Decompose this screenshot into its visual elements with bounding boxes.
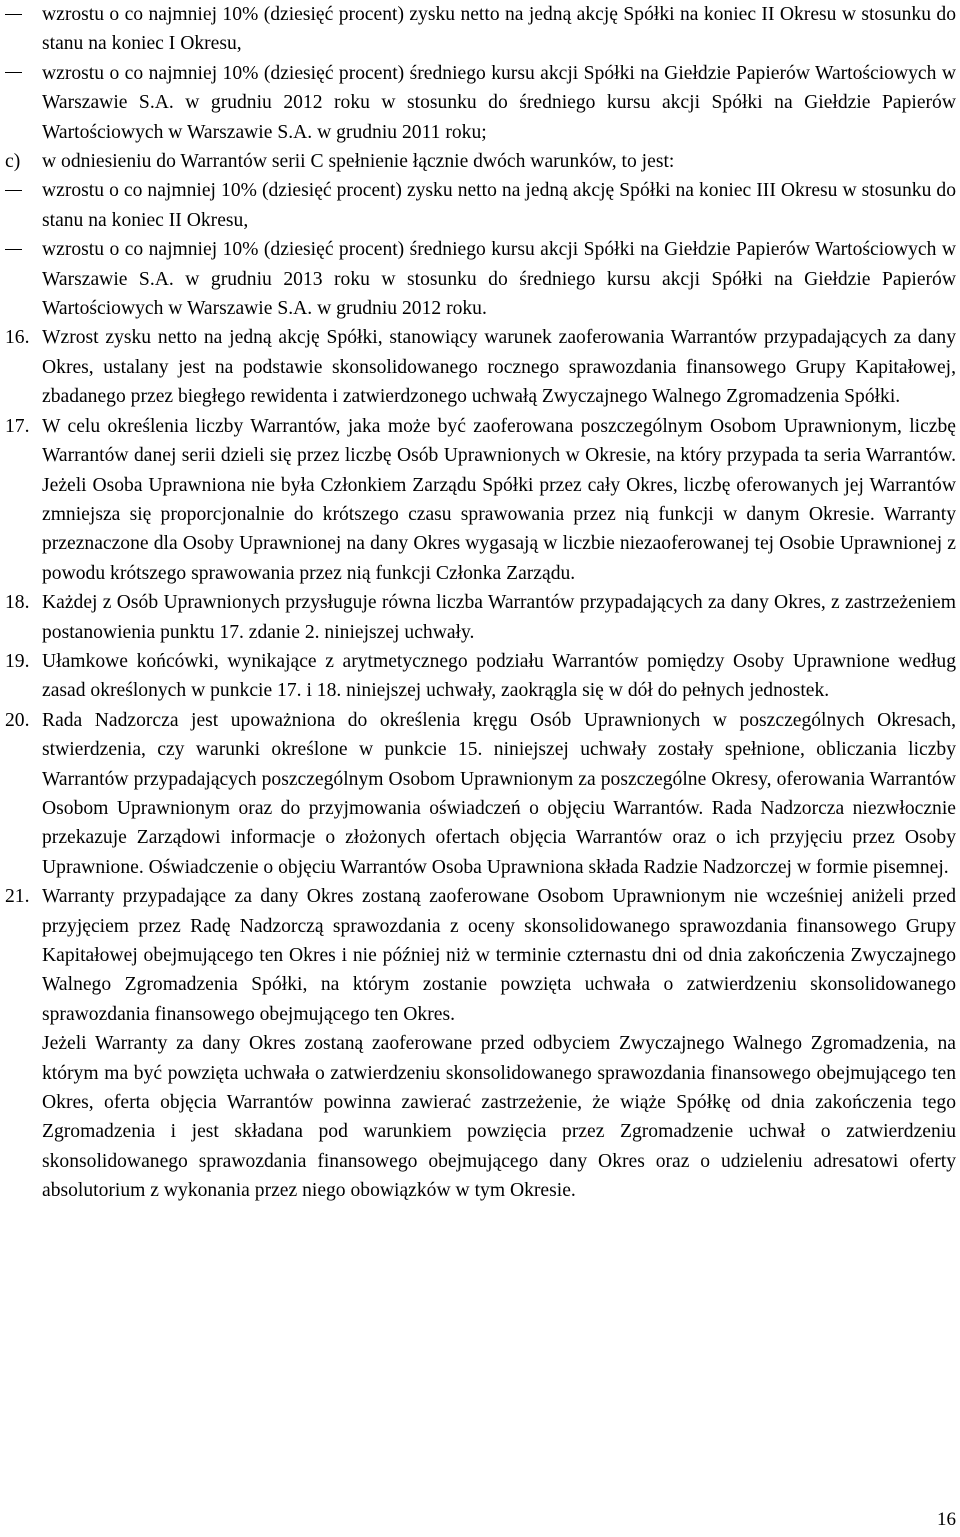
numbered-paragraph-20	[5, 706, 956, 882]
paragraph-text: Warranty przypadające za dany Okres zostaną zaoferowane Osobom Uprawnionym nie wcześniej aniżeli przed przyjęciem przez Radę Nadzorczą sprawozdania z oceny skonsolidowanego sprawozdania finansowego Grupy Kapitałowej obejmującego ten Okres i nie później niż w terminie czternastu dni od dnia zakończenia Zwyczajnego Walnego Zgromadzenia Spółki, na którym zostanie powzięta uchwała o zatwierdzeniu skonsolidowanego sprawozdania finansowego obejmującego ten Okres.	[42, 886, 956, 1025]
paragraph-number: 17.	[5, 415, 30, 437]
numbered-paragraph-18	[5, 588, 956, 647]
dash-bullet	[5, 176, 42, 205]
document-body	[5, 0, 956, 1206]
dash-glyph	[5, 72, 22, 73]
paragraph-text: Rada Nadzorcza jest upoważniona do określenia kręgu Osób Uprawnionych w poszczególnych Okresach, stwierdzenia, czy warunki określone w punkcie 15. niniejszej uchwały zostały spełnione, obliczania liczby Warrantów przypadających poszczególnym Osobom Uprawnionym za poszczególne Okresy, oferowania Warrantów Osobom Uprawnionym oraz do przyjmowania oświadczeń o objęciu Warrantów. Rada Nadzorcza niezwłocznie przekazuje Zarządowi informacje o złożonych ofertach objęcia Warrantów oraz o ich przyjęciu przez Osoby Uprawnione. Oświadczenie o objęciu Warrantów Osoba Uprawniona składa Radzie Nadzorczej w formie pisemnej.	[42, 709, 956, 878]
dash-list-item	[5, 59, 956, 147]
paragraph-text: Każdej z Osób Uprawnionych przysługuje równa liczba Warrantów przypadających za dany Okres, z zastrzeżeniem postanowienia punktu 17. zdanie 2. niniejszej uchwały.	[42, 592, 956, 643]
paragraph-number: 20.	[5, 709, 30, 731]
list-item-text: wzrostu o co najmniej 10% (dziesięć procent) zysku netto na jedną akcję Spółki na koniec II Okresu w stosunku do stanu na koniec I Okresu,	[42, 4, 956, 55]
numbered-paragraph-17	[5, 412, 956, 588]
dash-bullet	[5, 59, 42, 88]
paragraph-number: 16.	[5, 327, 30, 349]
dash-bullet	[5, 0, 42, 29]
list-item-text: wzrostu o co najmniej 10% (dziesięć procent) średniego kursu akcji Spółki na Giełdzie Papierów Wartościowych w Warszawie S.A. w grudniu 2013 roku w stosunku do średniego kursu akcji Spółki na Giełdzie Papierów Wartościowych w Warszawie S.A. w grudniu 2012 roku.	[42, 239, 956, 320]
dash-bullet	[5, 235, 42, 264]
numbered-paragraph-19	[5, 647, 956, 706]
continuation-paragraph: Jeżeli Warranty za dany Okres zostaną zaoferowane przed odbyciem Zwyczajnego Walnego Zgromadzenia, na którym ma być powzięta uchwała o zatwierdzeniu skonsolidowanego sprawozdania finansowego obejmującego ten Okres, oferta objęcia Warrantów powinna zawierać zastrzeżenie, że wiąże Spółkę od dnia zakończenia tego Zgromadzenia i jest składana pod warunkiem powzięcia przez Zgromadzenie uchwał o zatwierdzeniu skonsolidowanego sprawozdania finansowego obejmującego dany Okres oraz o udzieleniu adresatowi oferty absolutorium z wykonania przez niego obowiązków w tym Okresie.	[42, 1033, 956, 1202]
list-item-text: w odniesieniu do Warrantów serii C spełnienie łącznie dwóch warunków, to jest:	[42, 151, 675, 173]
numbered-paragraph-21	[5, 882, 956, 1029]
paragraph-number: 19.	[5, 650, 30, 672]
paragraph-number: 18.	[5, 592, 30, 614]
lettered-list-item	[5, 147, 956, 176]
paragraph-text: Ułamkowe końcówki, wynikające z arytmetycznego podziału Warrantów pomiędzy Osoby Uprawnione według zasad określonych w punkcie 17. i 18. niniejszej uchwały, zaokrągla się w dół do pełnych jednostek.	[42, 650, 956, 702]
paragraph-text: Wzrost zysku netto na jedną akcję Spółki, stanowiący warunek zaoferowania Warrantów przypadających za dany Okres, ustalany jest na podstawie skonsolidowanego rocznego sprawozdania finansowego Grupy Kapitałowej, zbadanego przez biegłego rewidenta i zatwierdzonego uchwałą Zwyczajnego Walnego Zgromadzenia Spółki.	[42, 327, 956, 408]
dash-list-item	[5, 0, 956, 59]
paragraph-text: W celu określenia liczby Warrantów, jaka może być zaoferowana poszczególnym Osobom Uprawnionym, liczbę Warrantów danej serii dzieli się przez liczbę Osób Uprawnionych w Okresie, na który przypada ta seria Warrantów. Jeżeli Osoba Uprawniona nie była Członkiem Zarządu Spółki przez cały Okres, liczbę oferowanych jej Warrantów zmniejsza się proporcjonalnie do krótszego czasu sprawowania przez nią funkcji w danym Okresie. Warranty przeznaczone dla Osoby Uprawnionej na dany Okres wygasają w liczbie niezaoferowanej tej Osobie Uprawnionej z powodu krótszego sprawowania przez nią funkcji Członka Zarządu.	[42, 415, 956, 584]
page-number: 16	[937, 1509, 956, 1530]
dash-glyph	[5, 249, 22, 250]
dash-glyph	[5, 190, 22, 191]
list-marker: c)	[5, 151, 21, 173]
list-item-text: wzrostu o co najmniej 10% (dziesięć procent) średniego kursu akcji Spółki na Giełdzie Papierów Wartościowych w Warszawie S.A. w grudniu 2012 roku w stosunku do średniego kursu akcji Spółki na Giełdzie Papierów Wartościowych w Warszawie S.A. w grudniu 2011 roku;	[42, 62, 956, 143]
list-item-text: wzrostu o co najmniej 10% (dziesięć procent) zysku netto na jedną akcję Spółki na koniec III Okresu w stosunku do stanu na koniec II Okresu,	[42, 180, 956, 231]
numbered-paragraph-16	[5, 323, 956, 411]
dash-list-item	[5, 235, 956, 323]
paragraph-number: 21.	[5, 886, 30, 908]
dash-list-item	[5, 176, 956, 235]
dash-glyph	[5, 14, 22, 15]
